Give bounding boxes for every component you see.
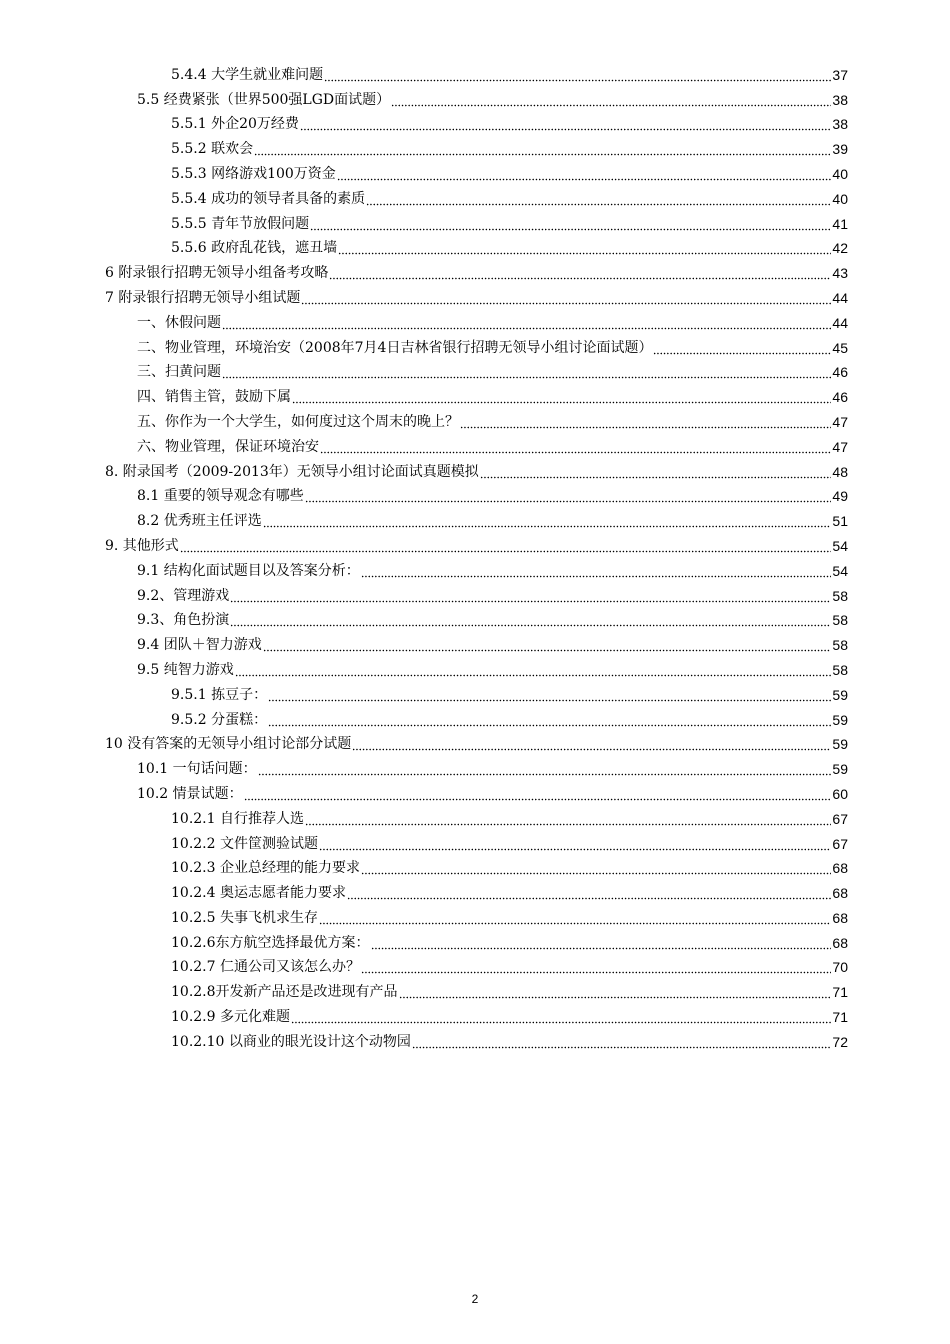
toc-entry-title: 二、物业管理，环境治安（2008年7月4日吉林省银行招聘无领导小组讨论面试题） [137, 339, 653, 356]
toc-entry-title: 9.2、管理游戏 [137, 587, 230, 604]
dot-leader [371, 934, 832, 952]
toc-entry[interactable] [0, 282, 950, 307]
dot-leader [338, 239, 831, 257]
toc-entry[interactable] [0, 133, 950, 158]
toc-entry-title: 5.4.4 大学生就业难问题 [171, 66, 324, 83]
toc-entry-title: 5.5 经费紧张（世界500强LGD面试题） [137, 91, 391, 108]
dot-leader [244, 785, 832, 803]
toc-entry[interactable] [0, 381, 950, 406]
toc-entry[interactable] [0, 778, 950, 803]
toc-entry-title: 9.1 结构化面试题目以及答案分析： [137, 562, 360, 579]
toc-entry-page: 48 [832, 463, 848, 480]
toc-entry[interactable] [0, 927, 950, 952]
toc-entry[interactable] [0, 456, 950, 481]
dot-leader [361, 859, 831, 877]
toc-entry-title: 10.1 一句话问题： [137, 761, 257, 778]
dot-leader [254, 140, 831, 158]
toc-entry[interactable] [0, 654, 950, 679]
toc-entry-page: 45 [832, 339, 848, 356]
dot-leader [263, 512, 832, 530]
toc-entry-page: 71 [832, 1009, 848, 1026]
dot-leader [460, 413, 831, 431]
toc-entry-page: 42 [832, 240, 848, 257]
toc-entry-title: 5.5.1 外企20万经费 [171, 116, 299, 133]
toc-entry-page: 46 [832, 389, 848, 406]
toc-entry-page: 59 [832, 711, 848, 728]
toc-entry-page: 72 [832, 1033, 848, 1050]
toc-entry[interactable] [0, 605, 950, 630]
toc-entry-page: 44 [832, 314, 848, 331]
toc-entry[interactable] [0, 84, 950, 109]
toc-entry[interactable] [0, 233, 950, 258]
dot-leader [301, 289, 831, 307]
dot-leader [653, 339, 831, 357]
toc-entry-title: 10.2.2 文件筐测验试题 [171, 835, 318, 852]
toc-entry[interactable] [0, 357, 950, 382]
toc-entry-page: 41 [832, 215, 848, 232]
toc-entry[interactable] [0, 530, 950, 555]
toc-entry-title: 10.2.9 多元化难题 [171, 1009, 290, 1026]
toc-entry-page: 59 [832, 736, 848, 753]
toc-entry-title: 5.5.4 成功的领导者具备的素质 [171, 190, 366, 207]
toc-entry-title: 10.2.10 以商业的眼光设计这个动物园 [171, 1033, 411, 1050]
toc-entry-title: 六、物业管理，保证环境治安 [137, 438, 319, 455]
toc-entry-page: 39 [832, 141, 848, 158]
toc-entry-page: 67 [832, 810, 848, 827]
dot-leader [305, 487, 832, 505]
dot-leader [319, 835, 831, 853]
toc-entry-page: 60 [832, 785, 848, 802]
toc-entry-title: 9.5.1 拣豆子： [171, 686, 268, 703]
toc-entry[interactable] [0, 431, 950, 456]
toc-entry-title: 10.2.3 企业总经理的能力要求 [171, 860, 360, 877]
toc-entry-title: 9.4 团队＋智力游戏 [137, 637, 262, 654]
toc-entry-title: 9.3、角色扮演 [137, 612, 230, 629]
toc-entry-title: 10.2.1 自行推荐人选 [171, 810, 304, 827]
toc-entry-page: 40 [832, 165, 848, 182]
toc-entry-page: 68 [832, 909, 848, 926]
toc-entry[interactable] [0, 976, 950, 1001]
toc-entry-page: 58 [832, 637, 848, 654]
toc-entry-page: 54 [832, 562, 848, 579]
toc-entry[interactable] [0, 332, 950, 357]
toc-entry-page: 47 [832, 413, 848, 430]
toc-entry-page: 58 [832, 587, 848, 604]
toc-entry[interactable] [0, 208, 950, 233]
toc-entry-title: 8.1 重要的领导观念有哪些 [137, 488, 304, 505]
dot-leader [480, 463, 832, 481]
toc-entry[interactable] [0, 803, 950, 828]
toc-entry[interactable] [0, 307, 950, 332]
dot-leader [347, 884, 831, 902]
dot-leader [324, 66, 831, 84]
dot-leader [222, 314, 831, 332]
toc-entry-title: 8. 附录国考（2009-2013年）无领导小组讨论面试真题模拟 [105, 463, 479, 480]
toc-entry-page: 59 [832, 686, 848, 703]
toc-entry-title: 10 没有答案的无领导小组讨论部分试题 [105, 736, 352, 753]
toc-entry[interactable] [0, 902, 950, 927]
dot-leader [291, 1008, 831, 1026]
toc-entry-page: 67 [832, 835, 848, 852]
dot-leader [361, 562, 832, 580]
toc-entry-page: 71 [832, 984, 848, 1001]
toc-entry-page: 38 [832, 116, 848, 133]
toc-entry[interactable] [0, 853, 950, 878]
toc-entry-page: 68 [832, 934, 848, 951]
toc-entry-page: 43 [832, 265, 848, 282]
toc-entry[interactable] [0, 183, 950, 208]
toc-entry[interactable] [0, 1026, 950, 1051]
toc-entry-page: 46 [832, 364, 848, 381]
toc-entry[interactable] [0, 555, 950, 580]
toc-entry-title: 10.2.6东方航空选择最优方案： [171, 934, 370, 951]
toc-entry-page: 59 [832, 761, 848, 778]
toc-entry[interactable] [0, 629, 950, 654]
toc-entry[interactable] [0, 753, 950, 778]
toc-entry-title: 一、休假问题 [137, 314, 221, 331]
toc-entry[interactable] [0, 406, 950, 431]
toc-entry-page: 40 [832, 190, 848, 207]
toc-entry-page: 68 [832, 885, 848, 902]
dot-leader [263, 636, 832, 654]
dot-leader [399, 983, 832, 1001]
toc-entry-page: 51 [832, 513, 848, 530]
dot-leader [412, 1033, 832, 1051]
dot-leader [230, 587, 831, 605]
toc-entry[interactable] [0, 877, 950, 902]
table-of-contents [0, 59, 950, 1051]
toc-entry-page: 47 [832, 438, 848, 455]
toc-entry-title: 9.5 纯智力游戏 [137, 661, 234, 678]
toc-entry-title: 三、扫黄问题 [137, 364, 221, 381]
toc-entry[interactable] [0, 505, 950, 530]
toc-entry[interactable] [0, 59, 950, 84]
dot-leader [292, 388, 831, 406]
dot-leader [329, 264, 831, 282]
dot-leader [361, 958, 831, 976]
toc-entry-title: 四、销售主管，鼓励下属 [137, 389, 291, 406]
toc-entry-title: 5.5.2 联欢会 [171, 141, 254, 158]
toc-entry-title: 8.2 优秀班主任评选 [137, 513, 262, 530]
toc-entry-title: 五、你作为一个大学生，如何度过这个周末的晚上？ [137, 413, 459, 430]
dot-leader [391, 91, 831, 109]
toc-entry[interactable] [0, 704, 950, 729]
dot-leader [180, 537, 832, 555]
toc-entry[interactable] [0, 1001, 950, 1026]
dot-leader [310, 215, 831, 233]
toc-entry[interactable] [0, 679, 950, 704]
toc-entry-title: 10.2.8开发新产品还是改进现有产品 [171, 984, 398, 1001]
toc-entry[interactable] [0, 580, 950, 605]
toc-entry[interactable] [0, 952, 950, 977]
toc-entry[interactable] [0, 257, 950, 282]
toc-entry-page: 37 [832, 66, 848, 83]
toc-entry[interactable] [0, 158, 950, 183]
toc-entry-title: 5.5.6 政府乱花钱，遮丑墙 [171, 240, 338, 257]
toc-entry-page: 70 [832, 959, 848, 976]
dot-leader [305, 810, 831, 828]
dot-leader [235, 661, 832, 679]
dot-leader [268, 711, 831, 729]
dot-leader [352, 735, 831, 753]
toc-entry-title: 6 附录银行招聘无领导小组备考攻略 [105, 265, 329, 282]
toc-entry-page: 38 [832, 91, 848, 108]
toc-entry-page: 58 [832, 612, 848, 629]
toc-entry[interactable] [0, 729, 950, 754]
page-number: 2 [471, 1292, 479, 1306]
dot-leader [337, 165, 832, 183]
toc-entry-title: 7 附录银行招聘无领导小组试题 [105, 289, 301, 306]
dot-leader [300, 115, 832, 133]
dot-leader [320, 438, 831, 456]
toc-entry-title: 9. 其他形式 [105, 537, 179, 554]
toc-entry[interactable] [0, 481, 950, 506]
toc-entry-title: 5.5.5 青年节放假问题 [171, 215, 310, 232]
dot-leader [258, 760, 832, 778]
dot-leader [319, 909, 831, 927]
dot-leader [268, 686, 831, 704]
toc-entry[interactable] [0, 828, 950, 853]
toc-entry-page: 68 [832, 860, 848, 877]
toc-entry-title: 10.2.4 奥运志愿者能力要求 [171, 885, 346, 902]
toc-entry-page: 49 [832, 488, 848, 505]
dot-leader [366, 190, 831, 208]
toc-entry-page: 58 [832, 661, 848, 678]
toc-entry-page: 44 [832, 289, 848, 306]
dot-leader [230, 611, 831, 629]
dot-leader [222, 363, 831, 381]
toc-entry-title: 5.5.3 网络游戏100万资金 [171, 165, 336, 182]
toc-entry-title: 10.2 情景试题： [137, 785, 243, 802]
toc-entry[interactable] [0, 109, 950, 134]
toc-entry-page: 54 [832, 537, 848, 554]
toc-entry-title: 9.5.2 分蛋糕： [171, 711, 268, 728]
toc-entry-title: 10.2.5 失事飞机求生存 [171, 909, 318, 926]
toc-entry-title: 10.2.7 仁通公司又该怎么办？ [171, 959, 360, 976]
